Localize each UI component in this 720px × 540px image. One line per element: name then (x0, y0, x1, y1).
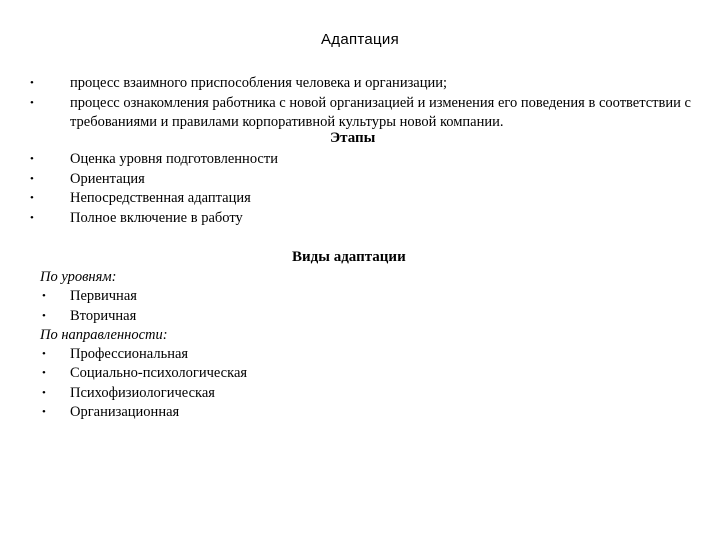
list-item (30, 94, 710, 133)
list-item (40, 384, 247, 403)
stage-list (30, 150, 278, 228)
type-text: Социально-психологическая (70, 365, 248, 382)
bullet-icon: • (30, 172, 34, 185)
list-item (30, 189, 278, 209)
stages-heading: Этапы (330, 130, 376, 146)
list-item (40, 307, 247, 326)
type-text: Вторичная (70, 307, 137, 324)
bullet-icon: • (42, 406, 46, 419)
bullet-icon: • (42, 386, 46, 399)
group-title-by-direction: По направленности: (40, 326, 168, 343)
definition-text: процесс ознакомления работника с новой организацией и изменения его поведения в соответствии с требованиями и правилами корпоративной культуры новой компании. (70, 94, 691, 130)
stage-text: Ориентация (70, 170, 145, 187)
list-item (40, 287, 247, 306)
bullet-icon: • (42, 309, 46, 322)
list-item (40, 403, 247, 422)
list-item (30, 170, 278, 190)
bullet-icon: • (30, 153, 34, 165)
bullet-icon: • (30, 211, 34, 224)
bullet-icon: • (42, 290, 46, 303)
type-text: Профессиональная (70, 346, 189, 363)
list-item (30, 74, 710, 94)
bullet-icon: • (42, 348, 46, 361)
list-item (40, 345, 247, 364)
type-text: Психофизиологическая (70, 384, 215, 401)
stage-text: Полное включение в работу (70, 209, 243, 226)
bullet-icon: • (42, 367, 46, 380)
definition-list (30, 74, 710, 133)
types-heading: Виды адаптации (292, 249, 406, 265)
list-item (40, 364, 247, 383)
definition-text: процесс взаимного приспособления человека и организации; (70, 75, 448, 91)
stage-text: Непосредственная адаптация (70, 190, 251, 206)
bullet-icon: • (30, 192, 34, 204)
list-item (30, 150, 278, 170)
stage-text: Оценка уровня подготовленности (70, 151, 278, 167)
adaptation-types (40, 268, 247, 422)
page-title: Адаптация (320, 31, 400, 48)
bullet-icon: • (30, 77, 34, 89)
bullet-icon: • (30, 96, 34, 109)
group-title-by-level: По уровням: (40, 269, 117, 285)
type-text: Организационная (70, 404, 180, 421)
list-item (30, 209, 278, 229)
type-text: Первичная (70, 288, 137, 305)
